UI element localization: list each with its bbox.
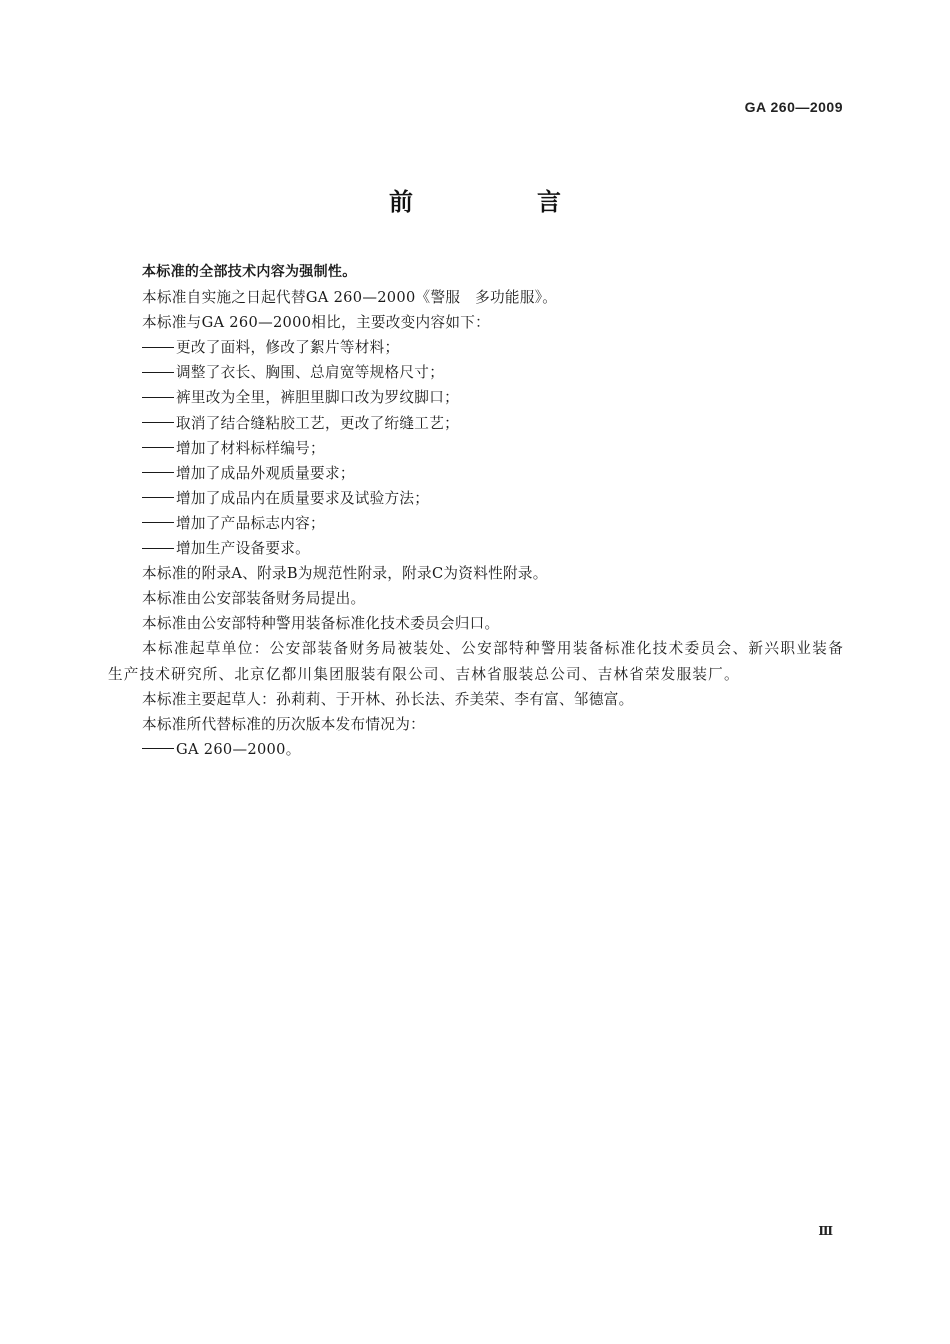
- dash-mark: [142, 522, 174, 523]
- page-number: Ⅲ: [818, 1224, 833, 1238]
- dash-mark: [142, 372, 174, 373]
- paragraph-history-intro: 本标准所代替标准的历次版本发布情况为：: [142, 715, 425, 733]
- dash-mark: [142, 497, 174, 498]
- change-list-item: 增加了产品标志内容；: [108, 511, 844, 536]
- paragraph-changes-intro: 本标准与GA 260—2000相比，主要改变内容如下：: [142, 314, 491, 332]
- change-list-item: 增加了材料标样编号；: [108, 436, 844, 461]
- paragraph-appendix: 本标准的附录A、附录B为规范性附录，附录C为资料性附录。: [142, 565, 548, 583]
- paragraph-centralized-by: 本标准由公安部特种警用装备标准化技术委员会归口。: [142, 615, 500, 633]
- paragraph-mandatory-statement: 本标准的全部技术内容为强制性。: [142, 264, 357, 280]
- change-list-item: 取消了结合缝粘胶工艺，更改了绗缝工艺；: [108, 411, 844, 436]
- document-body: [108, 260, 844, 762]
- paragraph-proposed-by: 本标准由公安部装备财务局提出。: [142, 590, 366, 608]
- paragraph-replaces: 本标准自实施之日起代替GA 260—2000《警服 多功能服》。: [142, 289, 558, 307]
- dash-mark: [142, 748, 174, 749]
- paragraph-drafters: 本标准主要起草人：孙莉莉、于开林、孙长法、乔美荣、李有富、邹德富。: [142, 690, 634, 708]
- standard-code: GA 260—2009: [744, 99, 843, 115]
- change-list-item: 裤里改为全里，裤胆里脚口改为罗纹脚口；: [108, 385, 844, 410]
- page-title: 前 言: [389, 188, 611, 216]
- dash-mark: [142, 548, 174, 549]
- change-list-item: 增加了成品外观质量要求；: [108, 461, 844, 486]
- change-list-item: 增加了成品内在质量要求及试验方法；: [108, 486, 844, 511]
- paragraph-drafting-units: 本标准起草单位：公安部装备财务局被装处、公安部特种警用装备标准化技术委员会、新兴职业装备生产技术研究所、北京亿都川集团服装有限公司、吉林省服装总公司、吉林省荣发服装厂。: [108, 640, 844, 683]
- history-list-item: GA 260—2000。: [108, 737, 844, 762]
- change-list-item: 更改了面料，修改了絮片等材料；: [108, 335, 844, 360]
- dash-mark: [142, 422, 174, 423]
- change-list-item: 调整了衣长、胸围、总肩宽等规格尺寸；: [108, 360, 844, 385]
- dash-mark: [142, 347, 174, 348]
- change-list-item: 增加生产设备要求。: [108, 536, 844, 561]
- dash-mark: [142, 472, 174, 473]
- dash-mark: [142, 447, 174, 448]
- dash-mark: [142, 397, 174, 398]
